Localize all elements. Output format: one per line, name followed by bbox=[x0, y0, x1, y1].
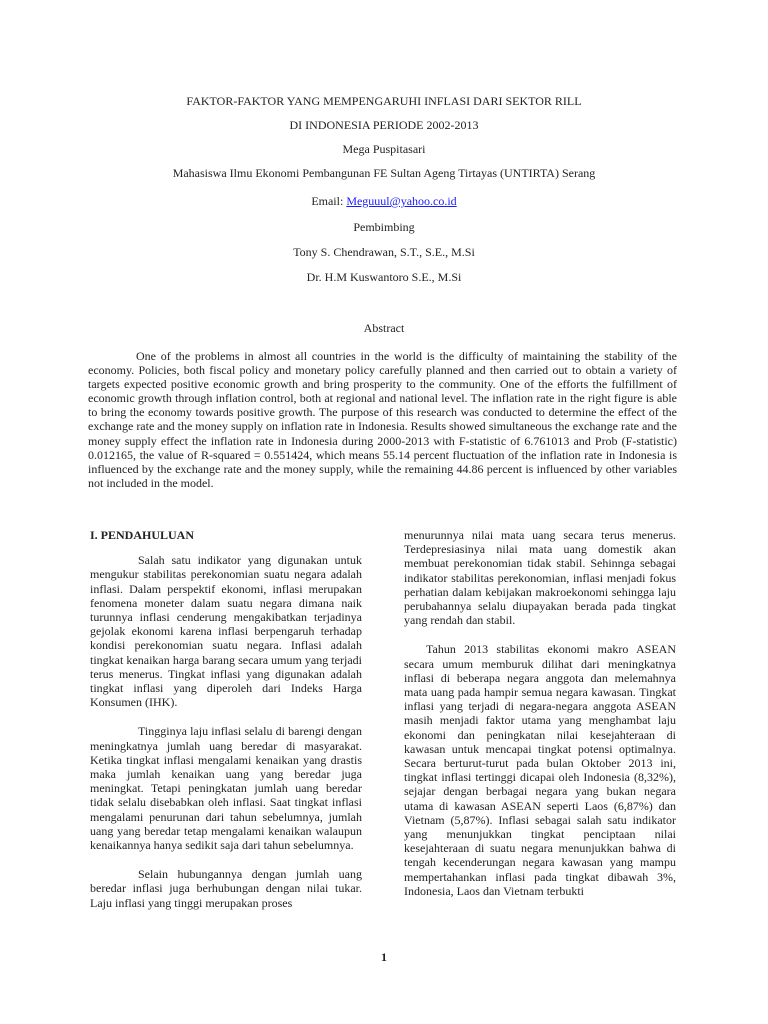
right-paragraph-1: menurunnya nilai mata uang secara terus menerus. Terdepresiasinya nilai mata uang domestik akan membuat perekonomian tidak stabil. Sehinnga sebagai indikator stabilitas perekonomian, inflasi menjadi fokus perhatian dalam kebijakan makroekonomi sehingga laju perubahannya selalu diupayakan berada pada tingkat yang rendah dan stabil. bbox=[404, 528, 676, 628]
right-column bbox=[404, 528, 676, 913]
supervisor-label: Pembimbing bbox=[353, 220, 415, 234]
left-paragraph-2: Tingginya laju inflasi selalu di barengi dengan meningkatnya jumlah uang beredar di masyarakat. Ketika tingkat inflasi mengalami kenaikan yang drastis maka jumlah kenaikan uang yang beredar juga meningkat. Tetapi peningkatan jumlah uang beredar tidak selalu disebabkan oleh inflasi. Saat tingkat inflasi mengalami penurunan dari tahun sebelumnya, jumlah uang yang beredar tetap mengalami kenaikan walaupun kenaikannya hanya sedikit saja dari tahun sebelumnya. bbox=[90, 724, 362, 853]
left-paragraph-1: Salah satu indikator yang digunakan untuk mengukur stabilitas perekonomian suatu negara adalah inflasi. Dalam perspektif ekonomi, inflasi merupakan fenomena moneter dalam suatu negara dimana naik turunnya inflasi cenderung mengakibatkan terjadinya gejolak ekonomi karena inflasi berpengaruh terhadap kondisi perekonomian suatu negara. Inflasi adalah tingkat kenaikan harga barang secara umum yang terjadi terus menerus. Tingkat inflasi yang digunakan adalah tingkat inflasi yang diperoleh dari Indeks Harga Konsumen (IHK). bbox=[90, 553, 362, 710]
left-column bbox=[90, 528, 362, 925]
author-email-line bbox=[0, 194, 768, 208]
abstract-body: One of the problems in almost all countries in the world is the difficulty of maintaining the stability of the economy. Policies, both fiscal policy and monetary policy carefully planned and then carried out to obtain a variety of targets expected positive economic growth and bring prosperity to the community. One of the efforts the fulfillment of economic growth through inflation control, both at regional and national level. The inflation rate in the right figure is able to bring the economy towards positive growth. The purpose of this research was conducted to determine the effect of the exchange rate and the money supply on inflation rate in Indonesia. Results showed simultaneous the exchange rate and the money supply effect the inflation rate in Indonesia during 2000-2013 with F-statistic of 6.761013 and Prob (F-statistic) 0.012165, the value of R-squared = 0.551424, which means 55.14 percent fluctuation of the inflation rate in Indonesia is influenced by the exchange rate and the money supply, while the remaining 44.86 percent is influenced by other variables not included in the model. bbox=[88, 349, 677, 490]
abstract-heading: Abstract bbox=[363, 321, 405, 335]
supervisor-1: Tony S. Chendrawan, S.T., S.E., M.Si bbox=[293, 245, 475, 259]
paper-title-line-2: DI INDONESIA PERIODE 2002-2013 bbox=[289, 118, 479, 132]
supervisor-2: Dr. H.M Kuswantoro S.E., M.Si bbox=[306, 270, 462, 284]
paper-title-line-1: FAKTOR-FAKTOR YANG MEMPENGARUHI INFLASI DARI SEKTOR RILL bbox=[186, 94, 582, 108]
section-heading: I. PENDAHULUAN bbox=[90, 528, 195, 542]
author-name: Mega Puspitasari bbox=[342, 142, 426, 156]
right-paragraph-2: Tahun 2013 stabilitas ekonomi makro ASEAN secara umum memburuk dilihat dari meningkatnya inflasi di beberapa negara anggota dan melemahnya mata uang pada hampir semua negara kawasan. Tingkat inflasi yang terjadi di negara-negara anggota ASEAN masih menjadi faktor utama yang menghambat laju ekonomi dan peningkatan nilai kesejahteraan di kawasan untuk mencapai tingkat potensi optimalnya. Secara berturut-turut pada bulan Oktober 2013 ini, tingkat inflasi tertinggi dicapai oleh Indonesia (8,32%), sejajar dengan berbagai negara yang bukan negara utama di kawasan ASEAN seperti Laos (6,87%) dan Vietnam (5,87%). Inflasi sebagai salah satu indikator yang menunjukkan tingkat penciptaan nilai kesejahteraan di suatu negara menunjukkan bahwa di tengah kecenderungan negara kawasan yang mampu mempertahankan inflasi pada tingkat dibawah 3%, Indonesia, Laos dan Vietnam terbukti bbox=[404, 642, 676, 898]
page-number: 1 bbox=[381, 950, 387, 964]
abstract-text bbox=[88, 349, 677, 490]
author-affiliation: Mahasiswa Ilmu Ekonomi Pembangunan FE Sultan Ageng Tirtayas (UNTIRTA) Serang bbox=[172, 166, 596, 180]
left-paragraph-3: Selain hubungannya dengan jumlah uang beredar inflasi juga berhubungan dengan nilai tukar. Laju inflasi yang tinggi merupakan proses bbox=[90, 867, 362, 910]
email-link[interactable]: Meguuul@yahoo.co.id bbox=[346, 194, 457, 208]
email-label: Email: bbox=[311, 194, 347, 208]
